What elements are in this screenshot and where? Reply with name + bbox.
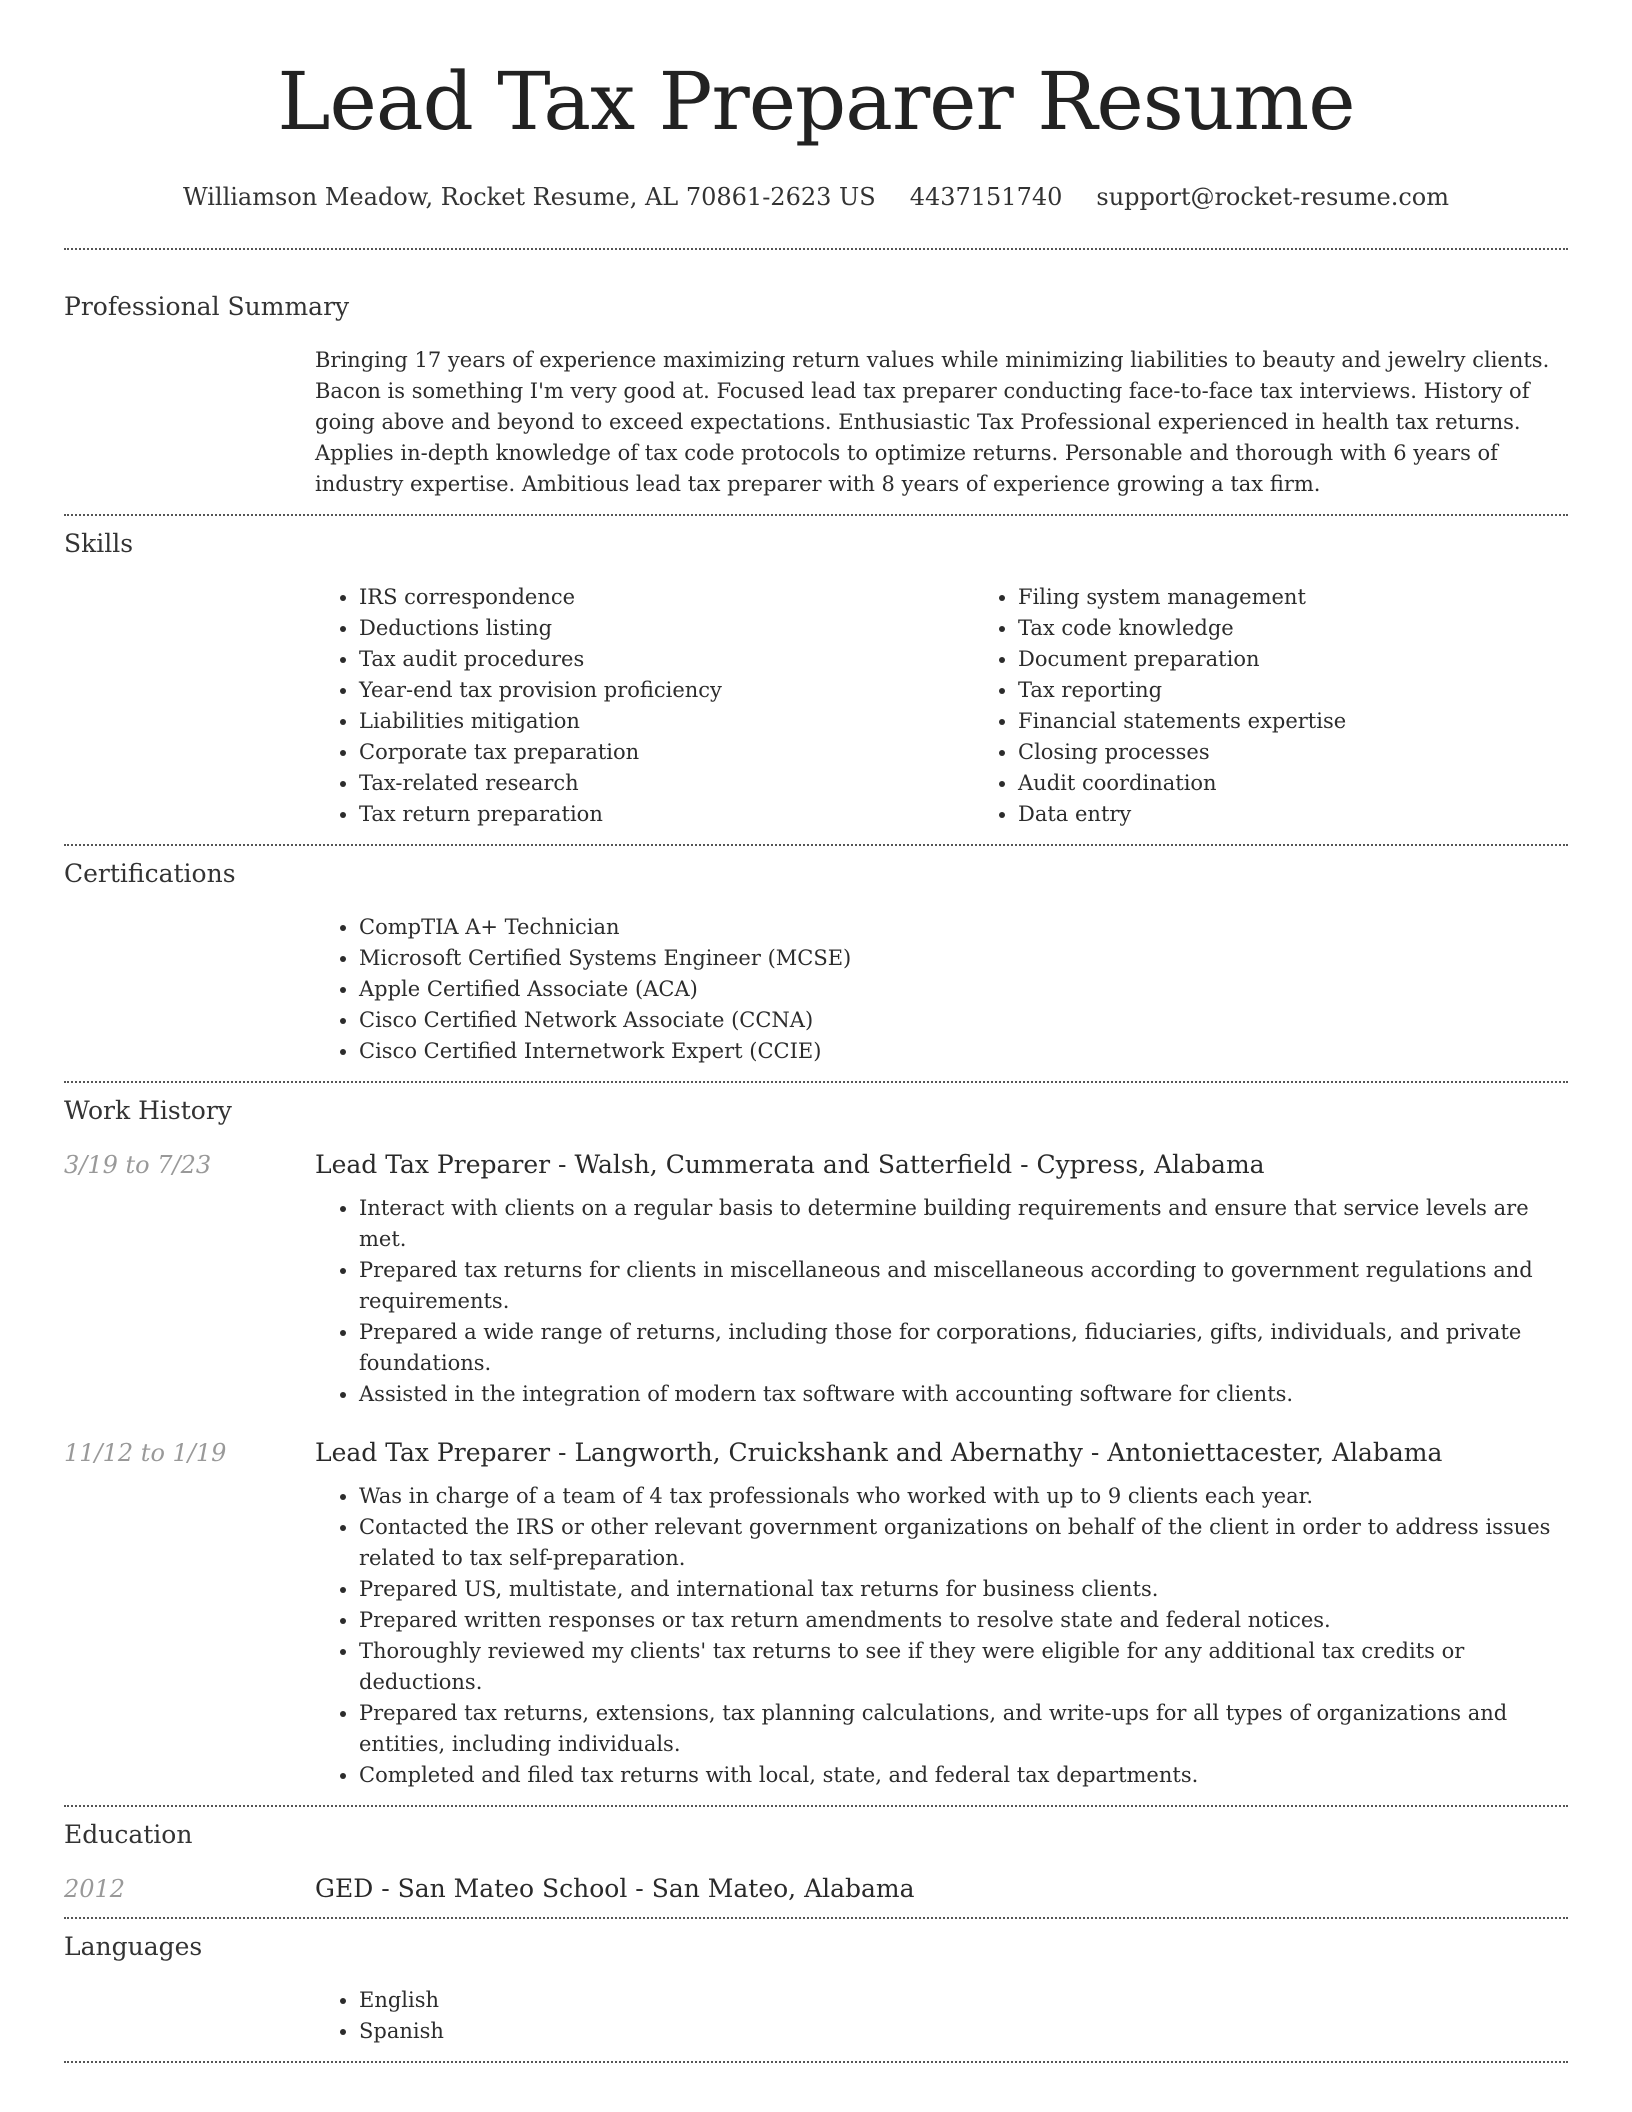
job-bullet: • Prepared tax returns for clients in miscellaneous and miscellaneous according to government regulations and requirements. xyxy=(359,1255,1568,1317)
section-divider xyxy=(64,2061,1568,2063)
job-bullet: • Completed and filed tax returns with local, state, and federal tax departments. xyxy=(359,1760,1568,1791)
skills-list xyxy=(315,582,1568,844)
job-dates: 3/19 to 7/23 xyxy=(64,1151,212,1179)
languages-list xyxy=(315,1985,1568,2061)
skill-item: • Document preparation xyxy=(1018,644,1346,675)
certification-item: • Cisco Certified Network Associate (CCNA) xyxy=(359,1005,1568,1036)
skill-item: • Liabilities mitigation xyxy=(359,706,974,737)
job-bullet: • Thoroughly reviewed my clients' tax returns to see if they were eligible for any additional tax credits or deductions. xyxy=(359,1636,1568,1698)
certification-item: • Cisco Certified Internetwork Expert (CCIE) xyxy=(359,1036,1568,1067)
job-bullet: • Assisted in the integration of modern tax software with accounting software for clients. xyxy=(359,1379,1568,1410)
education-entry xyxy=(64,1874,1568,1917)
skill-item: • Tax-related research xyxy=(359,768,974,799)
skill-item: • Audit coordination xyxy=(1018,768,1346,799)
contact-phone: 4437151740 xyxy=(909,183,1063,211)
skills-section xyxy=(64,516,1568,844)
job-header xyxy=(64,1150,1568,1179)
certification-item: • CompTIA A+ Technician xyxy=(359,912,1568,943)
skills-right-column xyxy=(974,582,1346,830)
work-history-section xyxy=(64,1083,1568,1805)
language-item: • Spanish xyxy=(359,2016,1568,2047)
language-item: • English xyxy=(359,1985,1568,2016)
job-bullet: • Was in charge of a team of 4 tax professionals who worked with up to 9 clients each year. xyxy=(359,1481,1568,1512)
skill-item: • Data entry xyxy=(1018,799,1346,830)
job-entry xyxy=(64,1150,1568,1410)
skill-item: • Deductions listing xyxy=(359,613,974,644)
job-title: Lead Tax Preparer - Langworth, Cruickshank and Abernathy - Antoniettacester, Alabama xyxy=(315,1438,1443,1467)
job-bullets xyxy=(315,1193,1568,1410)
job-title: Lead Tax Preparer - Walsh, Cummerata and Satterfield - Cypress, Alabama xyxy=(315,1150,1265,1179)
skill-item: • Financial statements expertise xyxy=(1018,706,1346,737)
skill-item: • Filing system management xyxy=(1018,582,1346,613)
certifications-list xyxy=(315,912,1568,1081)
summary-heading: Professional Summary xyxy=(64,292,350,321)
job-bullet: • Prepared tax returns, extensions, tax planning calculations, and write-ups for all types of organizations and entities, including individuals. xyxy=(359,1698,1568,1760)
skill-item: • Tax code knowledge xyxy=(1018,613,1346,644)
education-year: 2012 xyxy=(64,1875,126,1903)
job-header xyxy=(64,1438,1568,1467)
contact-address: Williamson Meadow, Rocket Resume, AL 70861-2623 US xyxy=(182,183,876,211)
languages-heading: Languages xyxy=(64,1932,203,1961)
languages-section xyxy=(64,1919,1568,2061)
skill-item: • Tax reporting xyxy=(1018,675,1346,706)
certifications-section xyxy=(64,846,1568,1081)
summary-text: Bringing 17 years of experience maximizing return values while minimizing liabilities to beauty and jewelry clients. Bacon is something I'm very good at. Focused lead tax preparer conducting face-to-face tax interviews. History of going above and beyond to exceed expectations. Enthusiastic Tax Professional experienced in health tax returns. Applies in-depth knowledge of tax code protocols to optimize returns. Personable and thorough with 6 years of industry expertise. Ambitious lead tax preparer with 8 years of experience growing a tax firm. xyxy=(315,348,1550,496)
education-degree: GED - San Mateo School - San Mateo, Alabama xyxy=(315,1874,915,1903)
skill-item: • Closing processes xyxy=(1018,737,1346,768)
education-section xyxy=(64,1807,1568,1917)
skill-item: • Tax return preparation xyxy=(359,799,974,830)
skill-item: • Year-end tax provision proficiency xyxy=(359,675,974,706)
job-bullet: • Contacted the IRS or other relevant government organizations on behalf of the client in order to address issues related to tax self-preparation. xyxy=(359,1512,1568,1574)
skill-item: • Corporate tax preparation xyxy=(359,737,974,768)
skill-item: • IRS correspondence xyxy=(359,582,974,613)
skills-left-column xyxy=(315,582,974,830)
certifications-heading: Certifications xyxy=(64,859,236,888)
job-bullet: • Prepared US, multistate, and international tax returns for business clients. xyxy=(359,1574,1568,1605)
education-heading: Education xyxy=(64,1820,193,1849)
skills-heading: Skills xyxy=(64,529,134,558)
contact-email: support@rocket-resume.com xyxy=(1096,183,1450,211)
job-bullet: • Prepared written responses or tax return amendments to resolve state and federal notices. xyxy=(359,1605,1568,1636)
certification-item: • Apple Certified Associate (ACA) xyxy=(359,974,1568,1005)
page-title: Lead Tax Preparer Resume xyxy=(277,55,1355,148)
work-history-heading: Work History xyxy=(64,1096,232,1125)
job-entry xyxy=(64,1438,1568,1805)
job-bullet: • Interact with clients on a regular basis to determine building requirements and ensure that service levels are met. xyxy=(359,1193,1568,1255)
contact-line xyxy=(64,180,1568,214)
skill-item: • Tax audit procedures xyxy=(359,644,974,675)
certification-item: • Microsoft Certified Systems Engineer (MCSE) xyxy=(359,943,1568,974)
job-bullets xyxy=(315,1481,1568,1805)
job-bullet: • Prepared a wide range of returns, including those for corporations, fiduciaries, gifts, individuals, and private foundations. xyxy=(359,1317,1568,1379)
job-dates: 11/12 to 1/19 xyxy=(64,1439,227,1467)
summary-section xyxy=(64,250,1568,514)
